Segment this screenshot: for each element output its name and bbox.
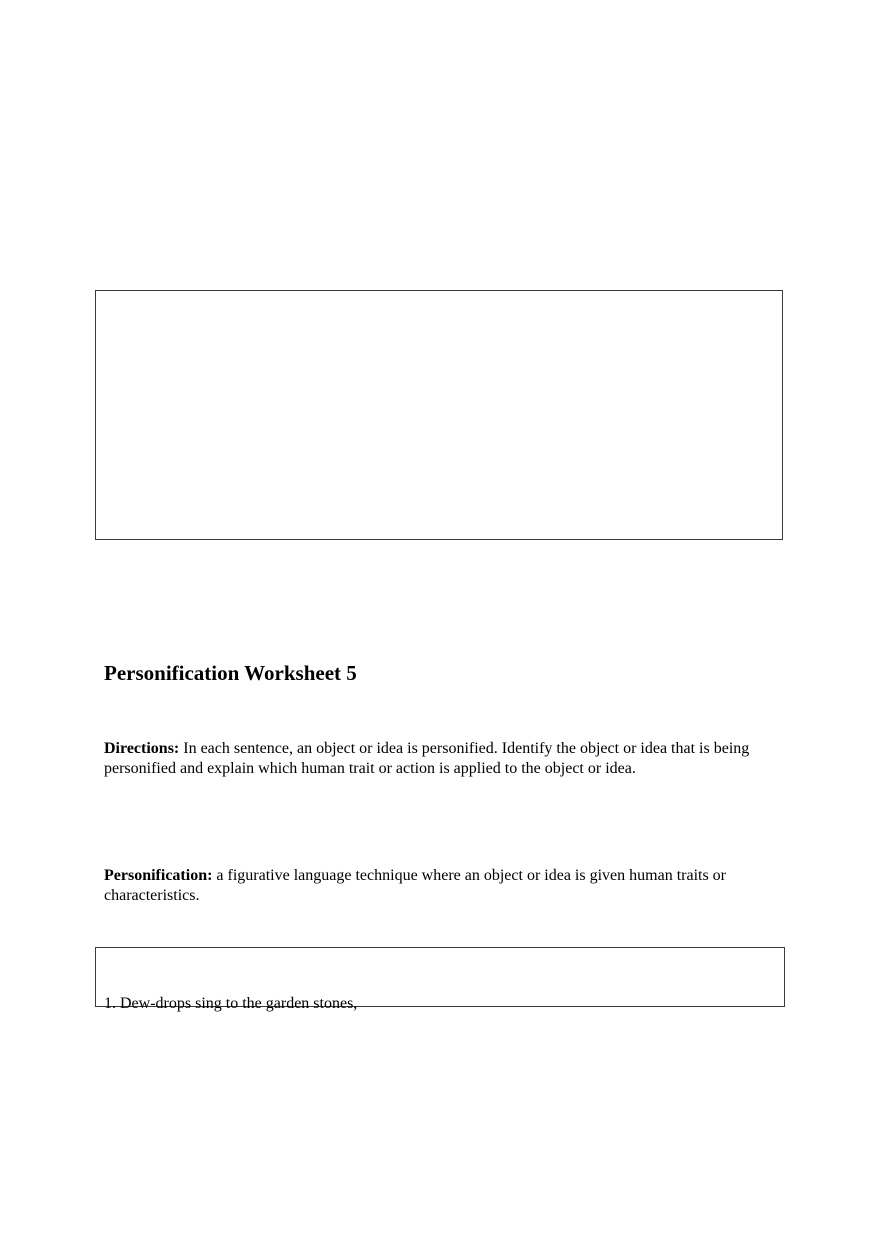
directions-text: In each sentence, an object or idea is personified. Identify the object or idea that is being personified and explain which human trait or action is applied to the object or idea. xyxy=(104,740,750,777)
page-title: Personification Worksheet 5 xyxy=(104,661,357,685)
directions-label: Directions: xyxy=(104,740,180,757)
question-1: 1. Dew-drops sing to the garden stones, xyxy=(104,995,358,1012)
definition-text: a figurative language technique where an object or idea is given human traits or characteristics. xyxy=(104,867,727,904)
directions-paragraph xyxy=(104,739,794,779)
image-placeholder-box xyxy=(95,290,783,540)
definition-label: Personification: xyxy=(104,867,213,884)
definition-paragraph xyxy=(104,866,794,906)
